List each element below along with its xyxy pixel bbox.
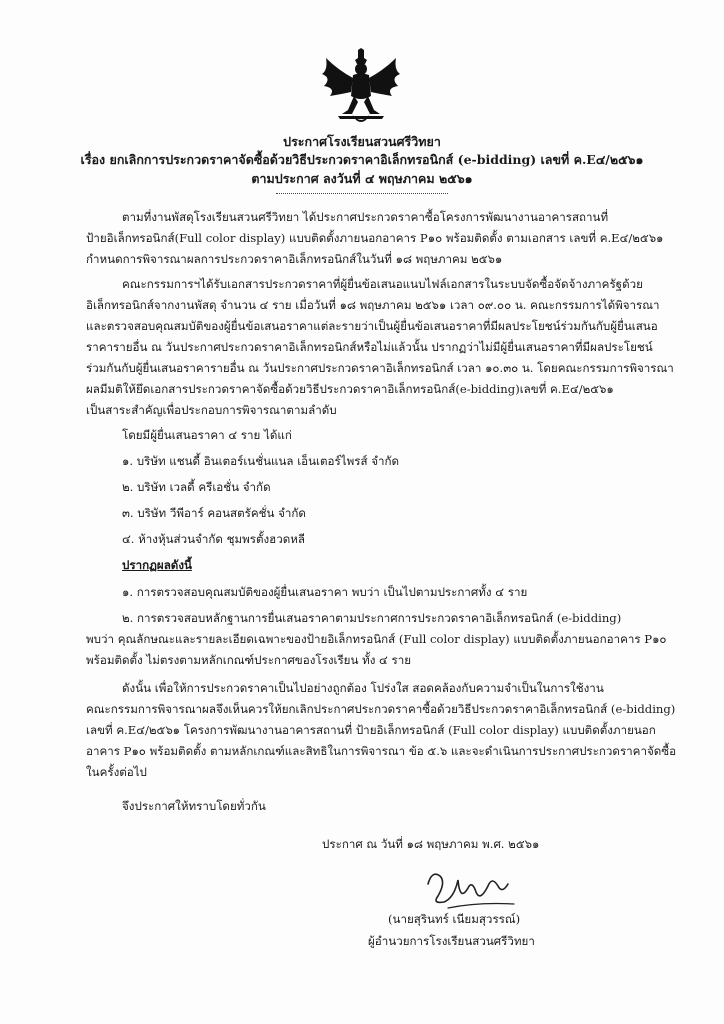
title-divider xyxy=(276,193,448,194)
paragraph-2-line: ร่วมกันกับผู้ยื่นเสนอราคารายอื่น ณ วันประกาศประกวดราคาอิเล็กทรอนิกส์ เวลา ๑๐.๓๐ น. โดยคณะกรรมการพิจารณา xyxy=(86,361,674,375)
paragraph-2-line: และตรวจสอบคุณสมบัติของผู้ยื่นข้อเสนอราคาแต่ละรายว่าเป็นผู้ยื่นข้อเสนอราคาที่มีผลประโยชน์ร่วมกันกับผู้ยื่นเสนอ xyxy=(86,319,658,333)
conclusion-line: เลขที่ ค.E๔/๒๕๖๑ โครงการพัฒนางานอาคารสถานที่ ป้ายอิเล็กทรอนิกส์ (Full color display) แบบติดตั้งภายนอก xyxy=(86,723,656,737)
result-item: พบว่า คุณลักษณะและรายละเอียดเฉพาะของป้ายอิเล็กทรอนิกส์ (Full color display) แบบติดตั้งภายนอกอาคาร P๑๐ xyxy=(86,632,667,646)
conclusion-line: ดังนั้น เพื่อให้การประกวดราคาเป็นไปอย่างถูกต้อง โปร่งใส สอดคล้องกับความจำเป็นในการใช้งาน xyxy=(122,681,604,695)
paragraph-2-line: ผลมีมติให้ยึดเอกสารประกวดราคาจัดซื้อด้วยวิธีประกวดราคาอิเล็กทรอนิกส์(e-bidding)เลขที่ ค.E๔/๒๕๖๑ xyxy=(86,382,614,396)
announcement-reference: ตามประกาศ ลงวันที่ ๔ พฤษภาคม ๒๕๖๑ xyxy=(251,171,473,186)
paragraph-1-line: ป้ายอิเล็กทรอนิกส์(Full color display) แบบติดตั้งภายนอกอาคาร P๑๐ พร้อมติดตั้ง ตามเอกสาร เลขที่ ค.E๔/๒๕๖๑ xyxy=(86,231,664,245)
result-item: ๑. การตรวจสอบคุณสมบัติของผู้ยื่นเสนอราคา พบว่า เป็นไปตามประกาศทั้ง ๔ ราย xyxy=(122,585,528,599)
results-heading: ปรากฏผลดังนี้ xyxy=(122,558,192,572)
handwritten-signature-icon xyxy=(418,862,528,912)
signer-title: ผู้อำนวยการโรงเรียนสวนศรีวิทยา xyxy=(368,934,535,948)
bidder-item: ๓. บริษัท วีพีอาร์ คอนสตรัคชั่น จำกัด xyxy=(122,506,306,520)
bidder-item: ๑. บริษัท แชนดี้ อินเตอร์เนชั่นแนล เอ็นเตอร์ไพรส์ จำกัด xyxy=(122,454,400,468)
bidder-item: ๒. บริษัท เวลดี้ ครีเอชั่น จำกัด xyxy=(122,480,271,494)
paragraph-2-line: เป็นสาระสำคัญเพื่อประกอบการพิจารณาตามลำดับ xyxy=(86,403,337,417)
result-item: พร้อมติดตั้ง ไม่ตรงตามหลักเกณฑ์ประกาศของโรงเรียน ทั้ง ๔ ราย xyxy=(86,653,412,667)
conclusion-line: อาคาร P๑๐ พร้อมติดตั้ง ตามหลักเกณฑ์และสิทธิในการพิจารณา ข้อ ๕.๖ และจะดำเนินการประกาศประกวดราคาจัดซื้อ xyxy=(86,744,677,758)
paragraph-1-line: กำหนดการพิจารณาผลการประกวดราคาอิเล็กทรอนิกส์ในวันที่ ๑๘ พฤษภาคม ๒๕๖๑ xyxy=(86,252,503,266)
garuda-emblem-icon xyxy=(318,48,404,126)
bidder-item: ๔. ห้างหุ้นส่วนจำกัด ชุมพรตั้งฮวดหลี xyxy=(122,532,306,546)
bidders-intro: โดยมีผู้ยื่นเสนอราคา ๔ ราย ได้แก่ xyxy=(122,428,292,442)
paragraph-2-line: อิเล็กทรอนิกส์จากงานพัสดุ จำนวน ๔ ราย เมื่อวันที่ ๑๘ พฤษภาคม ๒๕๖๑ เวลา ๐๙.๐๐ น. คณะกรรมการได้พิจารณา xyxy=(86,298,660,312)
conclusion-line: คณะกรรมการพิจารณาผลจึงเห็นควรให้ยกเลิกประกาศประกวดราคาซื้อด้วยวิธีประกวดราคาอิเล็กทรอนิกส์ (e-bidding) xyxy=(86,702,676,716)
result-item: ๒. การตรวจสอบหลักฐานการยื่นเสนอราคาตามประกาศการประกวดราคาอิเล็กทรอนิกส์ (e-bidding) xyxy=(122,611,622,625)
paragraph-2-line: ราคารายอื่น ณ วันประกาศประกวดราคาอิเล็กทรอนิกส์หรือไม่แล้วนั้น ปรากฏว่าไม่มีผู้ยื่นเสนอราคาที่มีผลประโยชน์ xyxy=(86,340,653,354)
public-notice: จึงประกาศให้ทราบโดยทั่วกัน xyxy=(122,799,266,813)
conclusion-line: ในครั้งต่อไป xyxy=(86,765,147,779)
announcement-subject: เรื่อง ยกเลิกการประกวดราคาจัดซื้อด้วยวิธีประกวดราคาอิเล็กทรอนิกส์ (e-bidding) เลขที่ ค.E๔/๒๕๖๑ xyxy=(80,152,644,167)
announcement-date: ประกาศ ณ วันที่ ๑๘ พฤษภาคม พ.ศ. ๒๕๖๑ xyxy=(322,837,540,851)
signer-name: (นายสุรินทร์ เนียมสุวรรณ์) xyxy=(388,912,521,926)
paragraph-2-line: คณะกรรมการฯได้รับเอกสารประกวดราคาที่ผู้ยื่นข้อเสนอแนบไฟล์เอกสารในระบบจัดซื้อจัดจ้างภาครัฐด้วย xyxy=(122,277,643,291)
announcement-title: ประกาศโรงเรียนสวนศรีวิทยา xyxy=(283,134,441,149)
paragraph-1-line: ตามที่งานพัสดุโรงเรียนสวนศรีวิทยา ได้ประกาศประกวดราคาซื้อโครงการพัฒนางานอาคารสถานที่ xyxy=(122,210,609,224)
